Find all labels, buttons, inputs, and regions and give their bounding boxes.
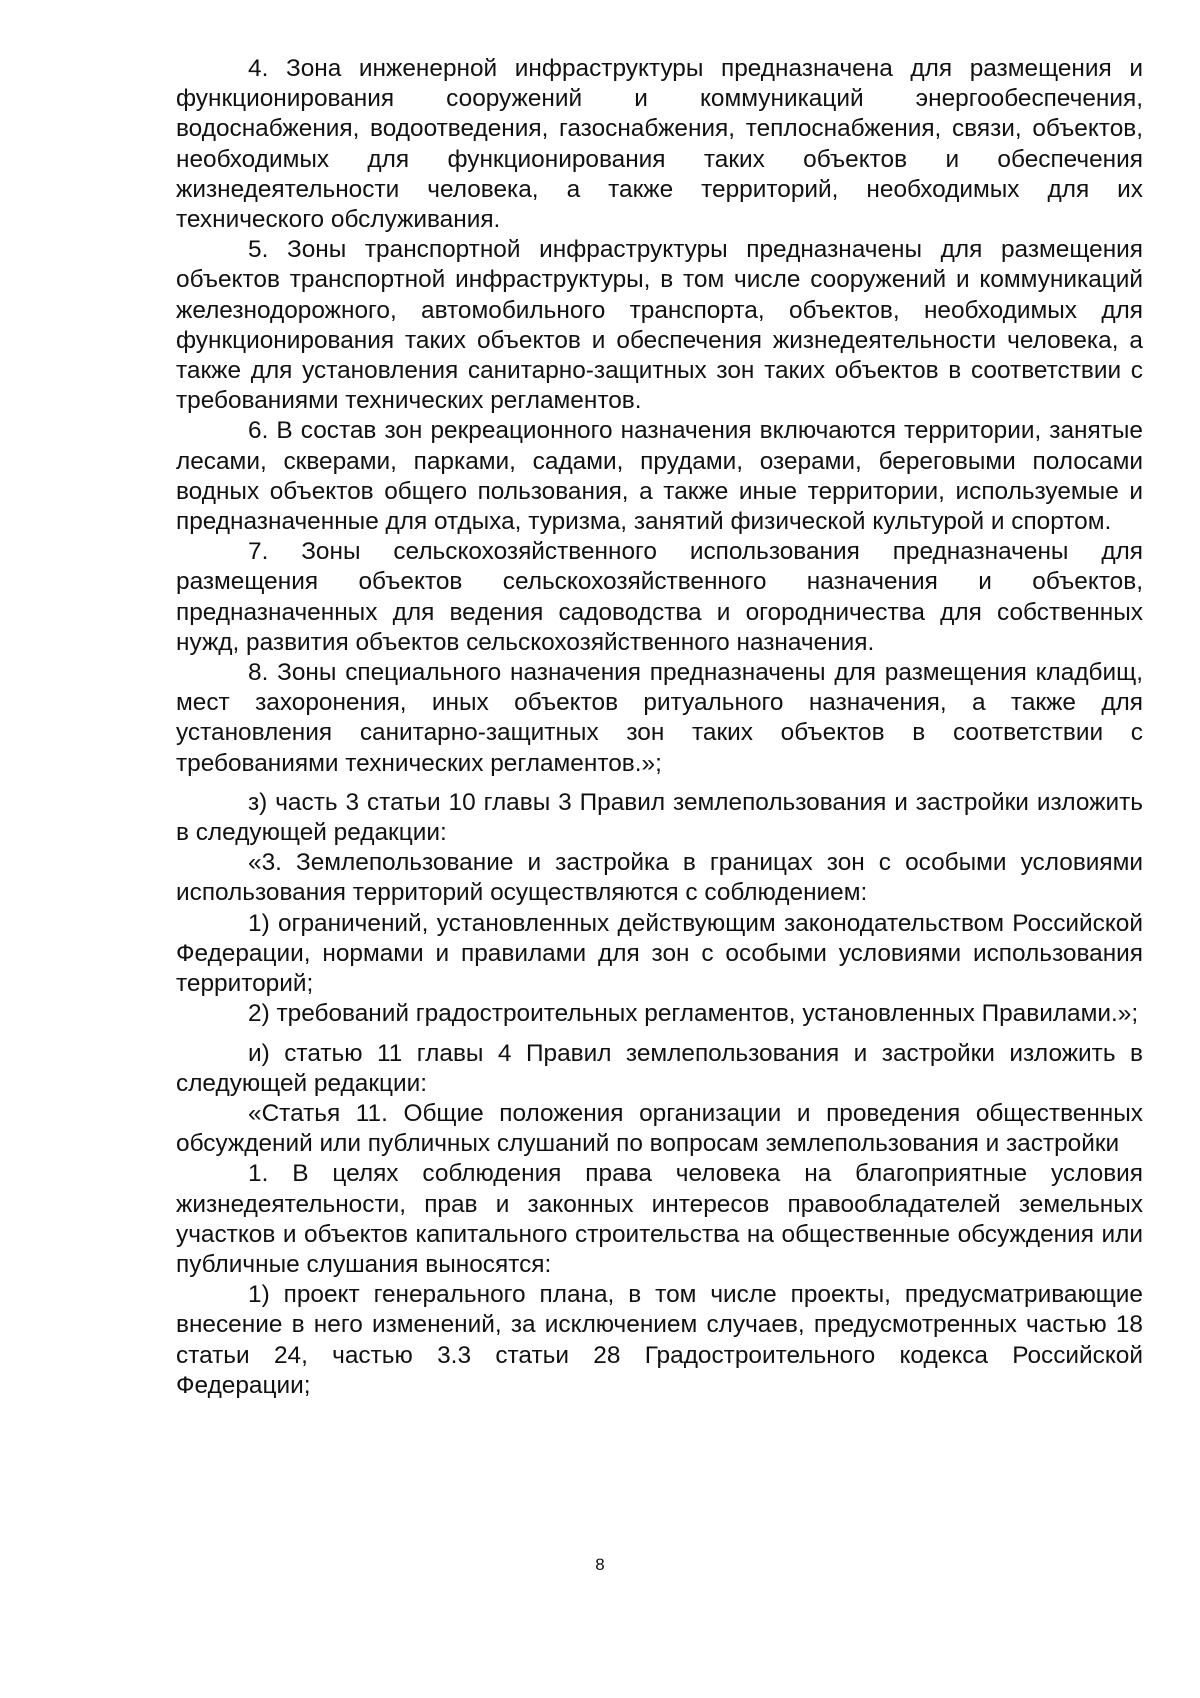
paragraph-zone-special: 8. Зоны специального назначения предназначены для размещения кладбищ, мест захоронения, иных объектов ритуального назначения, а также для установления санитарно-защитных зон таких объектов в соответствии с требованиями технических регламентов.»; (176, 659, 1143, 777)
paragraph-zone-engineering: 4. Зона инженерной инфраструктуры предназначена для размещения и функционирования сооружений и коммуникаций энергообеспечения, водоснабжения, водоотведения, газоснабжения, теплоснабжения, связи, объектов, необходимых для функционирования таких объектов и обеспечения жизнедеятельности человека, а также территорий, необходимых для их технического обслуживания. (176, 55, 1143, 234)
paragraph-zone-agricultural: 7. Зоны сельскохозяйственного использования предназначены для размещения объектов сельскохозяйственного назначения и объектов, предназначенных для ведения садоводства и огородничества для собственных нужд, развития объектов сельскохозяйственного назначения. (176, 538, 1143, 656)
paragraph-zone-recreation: 6. В состав зон рекреационного назначения включаются территории, занятые лесами, скверами, парками, садами, прудами, озерами, береговыми полосами водных объектов общего пользования, а также иные территории, используемые и предназначенные для отдыха, туризма, занятий физической культурой и спортом. (176, 417, 1143, 536)
paragraph-amendment-z: з) часть 3 статьи 10 главы 3 Правил землепользования и застройки изложить в следующей редакции: (176, 788, 1143, 847)
paragraph-general-plan-item1: 1) проект генерального плана, в том числе проекты, предусматривающие внесение в него изменений, за исключением случаев, предусмотренных частью 18 статьи 24, частью 3.3 статьи 28 Градостроительного кодекса Российской Федерации; (176, 1281, 1143, 1399)
paragraph-amendment-i: и) статью 11 главы 4 Правил землепользования и застройки изложить в следующей редакции: (176, 1039, 1143, 1097)
paragraph-article10-part3: «3. Землепользование и застройка в границах зон с особыми условиями использования территорий осуществляются с соблюдением: (176, 849, 1143, 907)
paragraph-article11-title: «Статья 11. Общие положения организации и проведения общественных обсуждений или публичных слушаний по вопросам землепользования и застройки (176, 1099, 1143, 1158)
page-number: 8 (595, 1555, 605, 1574)
paragraph-requirements-item2: 2) требований градостроительных регламентов, установленных Правилами.»; (248, 1000, 1139, 1028)
document-body (176, 54, 1143, 1401)
paragraph-restrictions-item1: 1) ограничений, установленных действующим законодательством Российской Федерации, нормами и правилами для зон с особыми условиями использования территорий; (176, 909, 1143, 998)
paragraph-zone-transport: 5. Зоны транспортной инфраструктуры предназначены для размещения объектов транспортной инфраструктуры, в том числе сооружений и коммуникаций железнодорожного, автомобильного транспорта, объектов, необходимых для функционирования таких объектов и обеспечения жизнедеятельности человека, а также для установления санитарно-защитных зон таких объектов в соответствии с требованиями технических регламентов. (176, 236, 1143, 415)
paragraph-article11-part1: 1. В целях соблюдения права человека на благоприятные условия жизнедеятельности, прав и законных интересов правообладателей земельных участков и объектов капитального строительства на общественные обсуждения или публичные слушания выносятся: (176, 1160, 1143, 1278)
